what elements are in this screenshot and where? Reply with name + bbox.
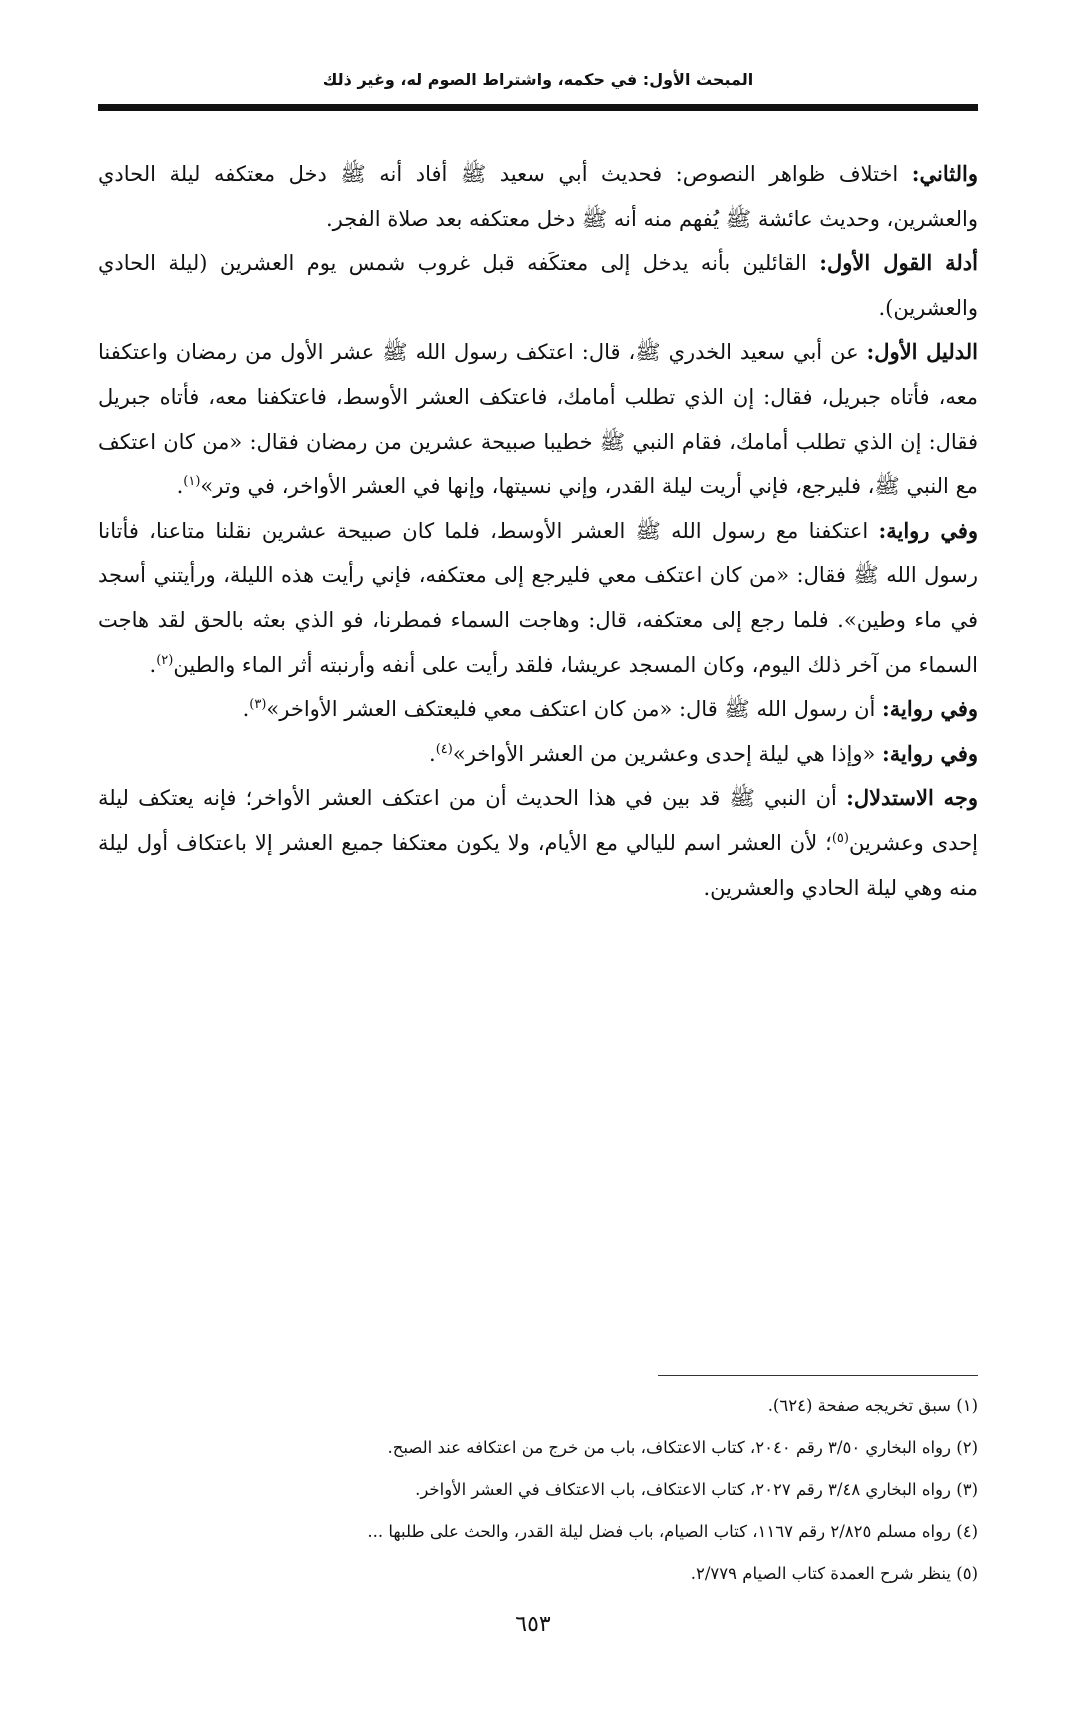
paragraph <box>98 509 978 687</box>
footnote: (٢) رواه البخاري ٣/٥٠ رقم ٢٠٤٠، كتاب الاعتكاف، باب من خرج من اعتكافه عند الصبح. <box>387 1438 978 1457</box>
footnote-marker[interactable]: (٢) <box>156 652 174 668</box>
footnote-marker[interactable]: (٤) <box>435 741 453 757</box>
header-rule <box>98 104 978 111</box>
paragraph <box>98 687 978 732</box>
footnote: (١) سبق تخريجه صفحة (٦٢٤). <box>767 1396 978 1415</box>
footnote: (٤) رواه مسلم ٢/٨٢٥ رقم ١١٦٧، كتاب الصيام، باب فضل ليلة القدر، والحث على طلبها ... <box>367 1522 978 1541</box>
paragraph-text: عن أبي سعيد الخدري ﷺ، قال: اعتكف رسول الله ﷺ عشر الأول من رمضان واعتكفنا معه، فأتاه جبريل، فقال: إن الذي تطلب أمامك، فاعتكف العشر الأوسط، فاعتكفنا معه، فأتاه جبريل فقال: إن الذي تطلب أمامك، فقام النبي ﷺ خطيبا صبيحة عشرين من رمضان فقال: «من كان اعتكف مع النبي ﷺ، فليرجع، فإني أريت ليلة القدر، وإني نسيتها، وإنها في العشر الأواخر، في وتر» <box>98 340 978 499</box>
paragraph-end: . <box>242 697 250 722</box>
page-number: ٦٥٣ <box>515 1612 551 1637</box>
footnote: (٥) ينظر شرح العمدة كتاب الصيام ٢/٧٧٩. <box>690 1564 978 1583</box>
paragraph <box>98 152 978 241</box>
paragraph-text: اعتكفنا مع رسول الله ﷺ العشر الأوسط، فلما كان صبيحة عشرين نقلنا متاعنا، فأتانا رسول الله ﷺ فقال: «من كان اعتكف معي فليرجع إلى معتكفه، فإني رأيت هذه الليلة، ورأيتني أسجد في ماء وطين». فلما رجع إلى معتكفه، قال: وهاجت السماء فمطرنا، فو الذي بعثه بالحق لقد هاجت السماء من آخر ذلك اليوم، وكان المسجد عريشا، فلقد رأيت على أنفه وأرنبته أثر الماء والطين <box>98 518 978 677</box>
paragraph-text: القائلين بأنه يدخل إلى معتكَفه قبل غروب شمس يوم العشرين (ليلة الحادي والعشرين). <box>98 251 978 320</box>
paragraph <box>98 776 978 910</box>
footnote-marker[interactable]: (١) <box>183 474 201 490</box>
paragraph-lead: وفي رواية: <box>882 740 978 766</box>
footnote-separator <box>658 1375 978 1376</box>
footnotes <box>98 1385 978 1595</box>
main-text <box>98 152 978 910</box>
paragraph-lead: وفي رواية: <box>882 696 978 722</box>
paragraph <box>98 330 978 508</box>
paragraph-text: «وإذا هي ليلة إحدى وعشرين من العشر الأواخر» <box>452 741 883 766</box>
paragraph-lead: الدليل الأول: <box>866 339 978 365</box>
paragraph-end: . <box>149 652 157 677</box>
paragraph-end: . <box>429 741 436 766</box>
paragraph <box>98 241 978 330</box>
paragraph-text: أن رسول الله ﷺ قال: «من كان اعتكف معي فليعتكف العشر الأواخر» <box>266 697 883 722</box>
paragraph <box>98 732 978 777</box>
footnote: (٣) رواه البخاري ٣/٤٨ رقم ٢٠٢٧، كتاب الاعتكاف، باب الاعتكاف في العشر الأواخر. <box>415 1480 978 1499</box>
paragraph-lead: أدلة القول الأول: <box>819 250 978 276</box>
paragraph-lead: وجه الاستدلال: <box>846 785 978 811</box>
paragraph-lead: وفي رواية: <box>878 517 978 543</box>
paragraph-text: أن النبي ﷺ قد بين في هذا الحديث أن من اعتكف العشر الأواخر؛ فإنه يعتكف ليلة إحدى وعشرين <box>98 786 978 855</box>
footnote-marker[interactable]: (٣) <box>249 697 267 713</box>
footnote-marker[interactable]: (٥) <box>831 830 849 846</box>
paragraph-end: ؛ لأن العشر اسم لليالي مع الأيام، ولا يكون معتكفا جميع العشر إلا باعتكاف أول ليلة منه وهي ليلة الحادي والعشرين. <box>98 830 978 900</box>
running-header: المبحث الأول: في حكمه، واشتراط الصوم له، وغير ذلك <box>322 70 754 89</box>
paragraph-text: اختلاف ظواهر النصوص: فحديث أبي سعيد ﷺ أفاد أنه ﷺ دخل معتكفه ليلة الحادي والعشرين، وحديث عائشة ﷺ يُفهم منه أنه ﷺ دخل معتكفه بعد صلاة الفجر. <box>98 162 978 231</box>
paragraph-lead: والثاني: <box>911 161 978 186</box>
paragraph-end: . <box>176 474 184 499</box>
